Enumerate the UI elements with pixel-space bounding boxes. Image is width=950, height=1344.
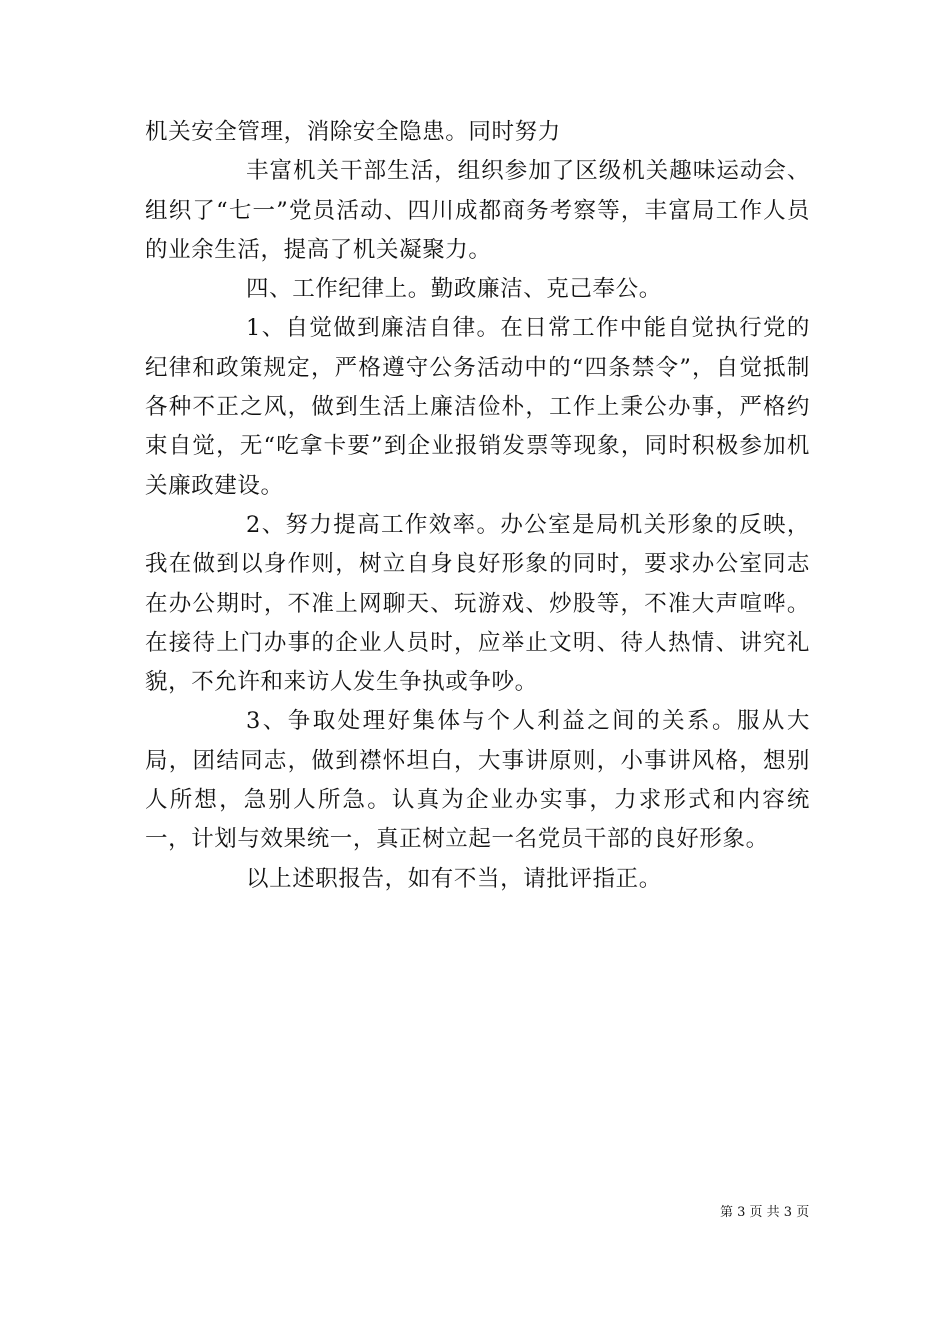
page-number-footer: 第 3 页 共 3 页 — [720, 1205, 810, 1220]
paragraph-item-3: 3、争取处理好集体与个人利益之间的关系。服从大局，团结同志，做到襟怀坦白，大事讲原则，小事讲风格，想别人所想，急别人所急。认真为企业办实事，力求形式和内容统一，计划与效果统一，真正树立起一名党员干部的良好形象。 — [145, 708, 810, 853]
paragraph-staff-life: 丰富机关干部生活，组织参加了区级机关趣味运动会、组织了“七一”党员活动、四川成都商务考察等，丰富局工作人员的业余生活，提高了机关凝聚力。 — [145, 158, 810, 263]
document-body — [145, 113, 810, 899]
paragraph-closing: 以上述职报告，如有不当，请批评指正。 — [246, 865, 662, 892]
paragraph-item-1: 1、自觉做到廉洁自律。在日常工作中能自觉执行党的纪律和政策规定，严格遵守公务活动中的“四条禁令”，自觉抵制各种不正之风，做到生活上廉洁俭朴，工作上秉公办事，严格约束自觉，无“吃拿卡要”到企业报销发票等现象，同时积极参加机关廉政建设。 — [145, 315, 810, 499]
section-heading-work-discipline: 四、工作纪律上。勤政廉洁、克己奉公。 — [246, 276, 662, 303]
paragraph-item-2: 2、努力提高工作效率。办公室是局机关形象的反映，我在做到以身作则，树立自身良好形象的同时，要求办公室同志在办公期时，不准上网聊天、玩游戏、炒股等，不准大声喧哗。在接待上门办事的企业人员时，应举止文明、待人热情、讲究礼貌，不允许和来访人发生争执或争吵。 — [145, 511, 810, 696]
paragraph-continuation: 机关安全管理，消除安全隐患。同时努力 — [145, 119, 561, 145]
